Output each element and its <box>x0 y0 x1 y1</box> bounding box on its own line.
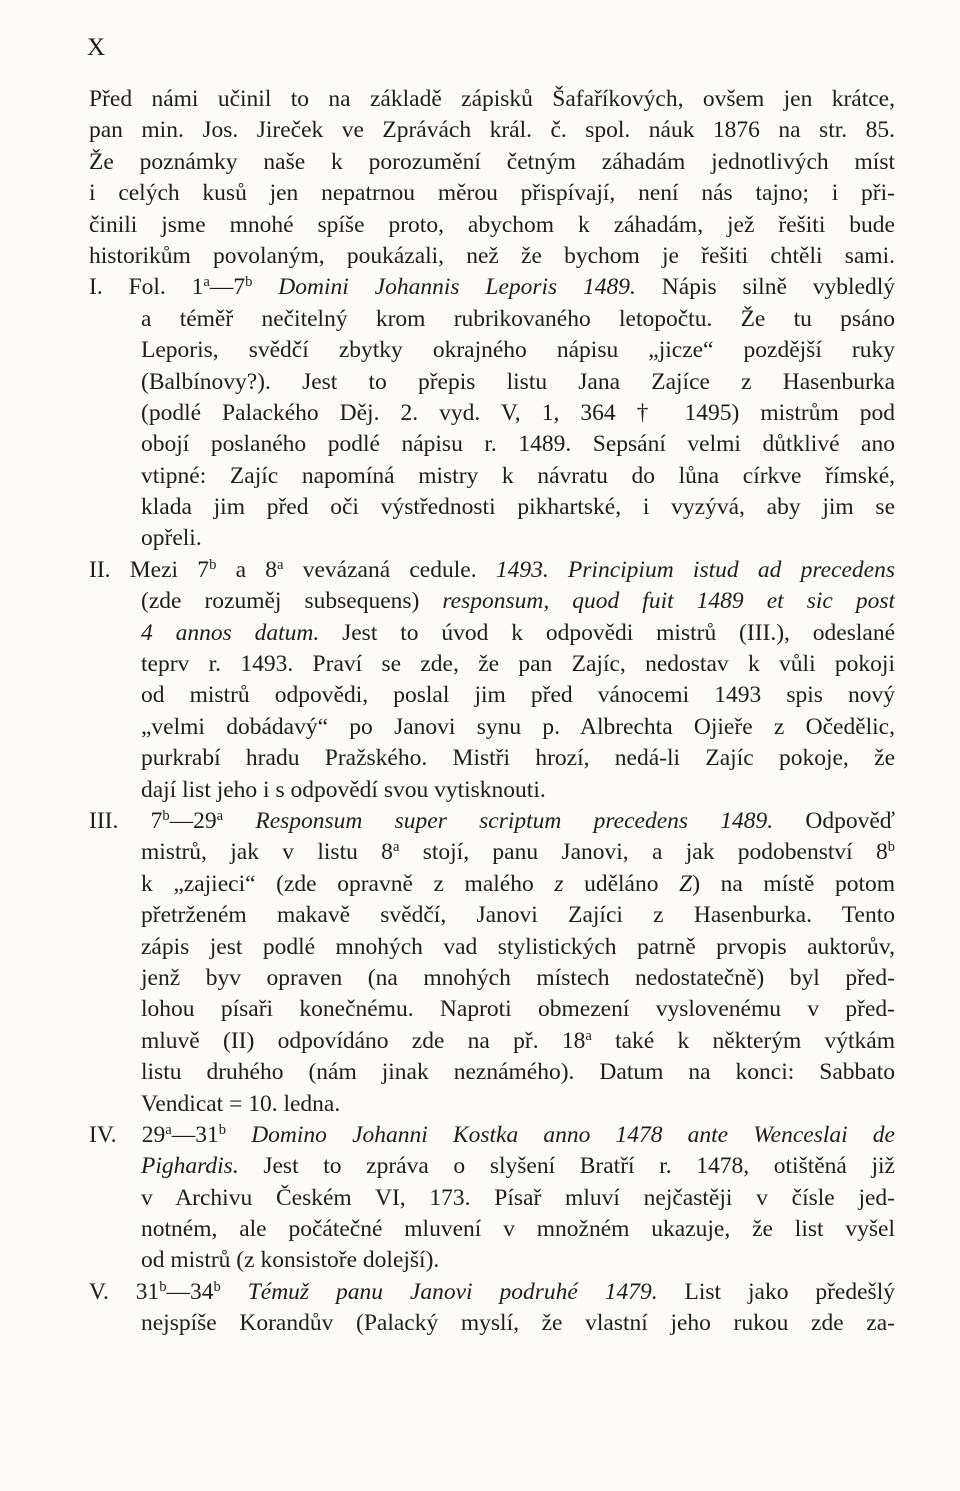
italic-text: z <box>554 870 564 897</box>
text-segment: —34 <box>166 1278 214 1305</box>
text-segment: ) na místě potom <box>692 870 895 897</box>
text-segment: Že poznámky naše k porozumění četným záhadám jednotlivých míst <box>89 148 895 175</box>
text-segment: Jest to zpráva o slyšení Bratří r. 1478, otištěná již <box>238 1153 895 1180</box>
text-line <box>89 680 895 711</box>
superscript: b <box>887 839 895 856</box>
text-line <box>89 241 895 272</box>
text-segment: i celých kusů jen nepatrnou měrou přispívají, není nás tajno; i při- <box>89 180 895 207</box>
text-segment: klada jim před oči výstřednosti pikhartské, i vyzývá, aby jim se <box>141 494 895 521</box>
text-line <box>89 147 895 178</box>
text-segment: mistrů, jak v listu 8 <box>141 839 393 866</box>
italic-text: Responsum super scriptum precedens 1489. <box>223 807 774 834</box>
text-line <box>89 461 895 492</box>
text-segment: činili jsme mnohé spíše proto, abychom k záhadám, jež řešiti bude <box>89 211 895 238</box>
text-line <box>89 932 895 963</box>
text-segment: pan min. Jos. Jireček ve Zprávách král. č. spol. náuk 1876 na str. 85. <box>89 117 895 144</box>
text-line <box>89 1120 895 1151</box>
superscript: a <box>216 807 224 824</box>
text-segment: přetrženém makavě svědčí, Janovi Zajíci z Hasenburka. Tento <box>141 902 895 929</box>
text-segment: mluvě (II) odpovídáno zde na př. 18 <box>141 1027 586 1054</box>
text-line <box>89 1151 895 1182</box>
text-line <box>89 429 895 460</box>
superscript: b <box>209 556 217 573</box>
text-segment: III. 7 <box>89 807 163 834</box>
text-line <box>89 272 895 303</box>
text-line <box>89 900 895 931</box>
italic-text: Z <box>679 870 693 897</box>
text-line <box>89 837 895 868</box>
text-line <box>89 304 895 335</box>
text-line <box>89 492 895 523</box>
text-segment: —31 <box>171 1121 219 1148</box>
text-line <box>89 743 895 774</box>
text-segment: stojí, panu Janovi, a jak podobenství 8 <box>399 839 888 866</box>
text-segment: —29 <box>169 807 217 834</box>
text-segment: Odpověď <box>773 807 895 834</box>
text-segment: dají list jeho i s odpovědí svou vytisknouti. <box>141 776 546 803</box>
text-line <box>89 1308 895 1339</box>
text-line <box>89 775 895 806</box>
text-segment: purkrabí hradu Pražského. Mistři hrozí, nedá-li Zajíc pokoje, že <box>141 745 895 772</box>
superscript: a <box>165 1121 172 1138</box>
text-line <box>89 210 895 241</box>
text-line <box>89 115 895 146</box>
text-segment: uděláno <box>563 870 680 897</box>
text-segment: také k některým výtkám <box>591 1027 895 1054</box>
superscript: b <box>159 1278 167 1295</box>
page-number: X <box>87 34 107 61</box>
superscript: a <box>277 556 284 573</box>
italic-text: Témuž panu Janovi podruhé 1479. <box>220 1278 658 1305</box>
superscript: b <box>213 1278 221 1295</box>
text-segment: vevázaná cedule. <box>283 556 496 583</box>
superscript: b <box>218 1121 227 1138</box>
text-line <box>89 1245 895 1276</box>
text-segment: V. 31 <box>89 1278 160 1305</box>
text-segment: listu druhého (nám jinak neznámého). Datum na konci: Sabbato <box>141 1059 895 1086</box>
text-line <box>89 994 895 1025</box>
superscript: a <box>585 1027 592 1044</box>
text-segment: (podlé Palackého Děj. 2. vyd. V, 1, 364 † 1495) mistrům pod <box>141 399 895 426</box>
text-line <box>89 586 895 617</box>
italic-text: responsum, quod fuit 1489 et sic post <box>442 588 895 615</box>
text-line <box>89 1214 895 1245</box>
text-segment: obojí poslaného podlé nápisu r. 1489. Sepsání velmi důtklivé ano <box>141 431 895 458</box>
text-segment: teprv r. 1493. Praví se zde, že pan Zajíc, nedostav k vůli pokoji <box>141 651 895 678</box>
superscript: a <box>392 839 400 856</box>
text-segment: Před námi učinil to na základě zápisků Šafaříkových, ovšem jen krátce, <box>89 86 895 112</box>
italic-text: 4 annos datum. <box>141 619 320 646</box>
superscript: a <box>203 274 210 291</box>
text-line <box>89 335 895 366</box>
text-segment: lohou písaři konečnému. Naproti obmezení vyslovenému v před- <box>141 996 895 1023</box>
text-segment: od mistrů (z konsistoře dolejší). <box>141 1247 440 1274</box>
text-segment: vtipné: Zajíc napomíná mistry k návratu do lůna církve římské, <box>141 462 895 489</box>
italic-text: Domini Johannis Leporis 1489. <box>252 274 636 301</box>
text-segment: Leporis, svědčí zbytky okrajného nápisu „jicze“ pozdější ruky <box>141 337 895 364</box>
text-segment: jenž byv opraven (na mnohých místech nedostatečně) byl před- <box>141 964 895 991</box>
text-line <box>89 523 895 554</box>
text-segment: opřeli. <box>141 525 202 552</box>
text-line <box>89 963 895 994</box>
text-line <box>89 1089 895 1120</box>
text-segment: a téměř nečitelný krom rubrikovaného letopočtu. Že tu psáno <box>141 305 895 332</box>
text-segment: Nápis silně vybledlý <box>635 274 895 301</box>
text-segment: Vendicat = 10. ledna. <box>141 1090 341 1117</box>
italic-text: Pighardis. <box>141 1153 239 1180</box>
text-segment: I. Fol. 1 <box>89 274 204 301</box>
text-line <box>89 1026 895 1057</box>
text-line <box>89 869 895 900</box>
text-line <box>89 178 895 209</box>
superscript: b <box>245 274 253 291</box>
text-line <box>89 367 895 398</box>
text-segment: nejspíše Korandův (Palacký myslí, že vlastní jeho rukou zde za- <box>141 1310 895 1337</box>
text-segment: —7 <box>209 274 246 301</box>
text-segment: k „zajieci“ (zde opravně z malého <box>141 870 555 897</box>
page-text <box>89 84 895 1340</box>
text-line <box>89 712 895 743</box>
text-segment: notném, ale počátečné mluvení v množném ukazuje, že list vyšel <box>141 1216 895 1243</box>
italic-text: 1493. Principium istud ad precedens <box>495 556 895 583</box>
text-line <box>89 806 895 837</box>
text-line <box>89 1057 895 1088</box>
text-segment: historikům povolaným, poukázali, než že bychom je řešiti chtěli sami. <box>89 242 895 269</box>
text-segment: II. Mezi 7 <box>89 556 210 583</box>
italic-text: Domino Johanni Kostka anno 1478 ante Wenceslai de <box>226 1121 895 1148</box>
text-line <box>89 1183 895 1214</box>
text-segment: „velmi dobádavý“ po Janovi synu p. Albrechta Ojieře z Očedělic, <box>141 713 895 740</box>
text-line <box>89 649 895 680</box>
text-segment: (Balbínovy?). Jest to přepis listu Jana Zajíce z Hasenburka <box>141 368 895 395</box>
superscript: b <box>162 807 170 824</box>
text-line <box>89 84 895 115</box>
text-line <box>89 398 895 429</box>
text-segment: (zde rozuměj subsequens) <box>141 588 443 615</box>
text-line <box>89 618 895 649</box>
text-segment: zápis jest podlé mnohých vad stylistických patrně prvopis auktorův, <box>141 933 895 960</box>
text-line <box>89 555 895 586</box>
text-segment: List jako předešlý <box>657 1278 895 1305</box>
text-line <box>89 1277 895 1308</box>
text-segment: IV. 29 <box>89 1121 166 1148</box>
text-segment: od mistrů odpovědi, poslal jim před vánocemi 1493 spis nový <box>141 682 895 709</box>
text-segment: a 8 <box>216 556 278 583</box>
text-segment: v Archivu Českém VI, 173. Písař mluví nejčastěji v čísle jed- <box>141 1184 895 1211</box>
text-segment: Jest to úvod k odpovědi mistrů (III.), odeslané <box>319 619 895 646</box>
